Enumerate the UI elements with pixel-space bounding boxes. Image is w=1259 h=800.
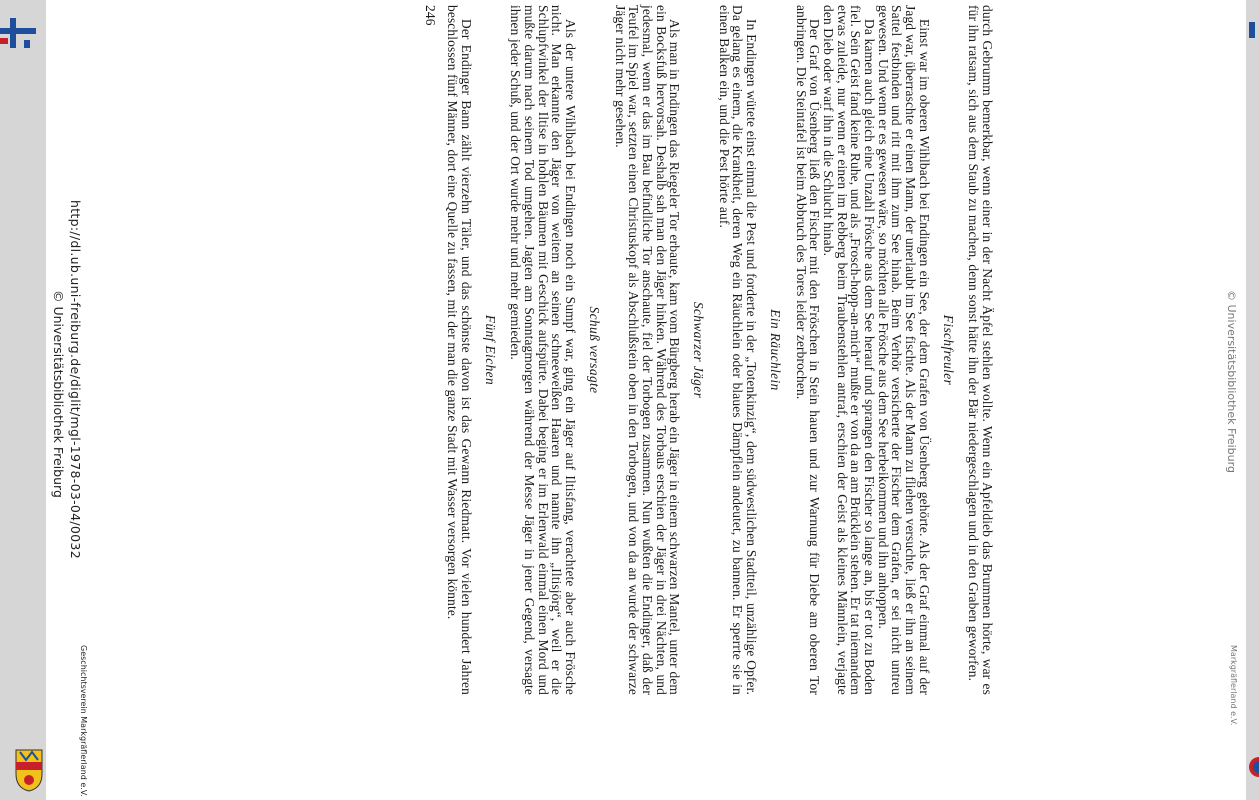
intro-paragraph: durch Gebrumm bemerkbar, wenn einer in der Nacht Äpfel stehlen wollte. Wenn ein Apfeldieb das Brummen hörte, war es für ihn ratsam, sich aus dem Staub zu machen, denn sonst hätte ihn der Bär niedergeschlagen und in den Graben geworfen.	[966, 5, 995, 695]
paragraph: Da kamen auch gleich eine Unzahl Frösche aus dem See herauf und sprangen den Fischer so lange an, bis er tot zu Boden fiel. Sein Geist fand keine Ruhe, und als „Frosch-hopp-an-mich“ mußte er von da an am Brücklein stehen. Er tat niemandem etwas zuleide, nur wenn er einen im Rebberg beim Traubenstehlen antraf, erschien der Geist als kleines Männlein, verjagte den Dieb oder warf ihn in die Schlucht hinab.	[820, 5, 878, 695]
section-title: Schuß versagte	[586, 306, 602, 394]
right-sidebar	[1246, 0, 1259, 800]
society-crest-icon	[1246, 752, 1259, 782]
paragraph: Einst war im oberen Wihlbach bei Endingen ein See, der dem Grafen von Üsenberg gehörte. Als der Graf einmal auf der Jagd war, überraschte er einen Mann, der unerlaubt im See fischte. Als der Mann zu fliehen versuchte, ließ er ihn an seinem Sattel festbinden und ritt mit ihm zum See hinab. Beim Verhör versicherte der Fischer dem Grafen, er sei nicht untreu gewesen. Und wenn er es gewesen wäre, so möchten alle Frösche aus dem See herbeikommen und ihn anhoppen.	[875, 5, 932, 695]
page-corner-label: © Universitätsbibliothek Freiburg	[1225, 290, 1238, 473]
page-corner-label-2: Markgräflerland e.V.	[1229, 645, 1238, 726]
page-marker-icon	[1249, 22, 1255, 38]
section-title: Fischfreuler	[940, 314, 956, 386]
document-page	[46, 0, 1246, 800]
rotated-page-content	[46, 0, 1246, 800]
paragraph: In Endingen wütete einst einmal die Pest und forderte in der „Totenkinzig“, dem südwestlichen Stadtteil, unzählige Opfer. Da gelang es einem, die Krankheit, deren Weg ein Räuchlein oder blaues Dämpflein andeutet, zu bannen. Er sperrte sie in einen Balken ein, und die Pest hörte auf.	[716, 5, 760, 695]
source-url[interactable]: http://dl.ub.uni-freiburg.de/diglit/mgl-1978-03-04/0032	[68, 200, 83, 559]
paragraph: Als der untere Wihlbach bei Endingen noch ein Sumpf war, ging ein Jäger auf Iltisfang, verachtete aber auch Frösche nicht. Man erkannte den Jäger von weitem an seinen schneeweißen Haaren und nannte ihn „Iltisjörg“, weil er die Schlupfwinkel der Iltise in hohlen Bäumen mit Geschick aufspürte. Dabei beging er im Erlenwald einmal einen Mord und mußte darum nach seinem Tod umgehen. Jagten am Sonntagmorgen während der Messe Jäger in jener Gegend, versagte ihnen jeder Schuß, und der Ort wurde mehr und mehr gemieden.	[508, 5, 579, 695]
paragraph: Als man in Endingen das Riegeler Tor erbaute, kam vom Bürgberg herab ein Jäger in einem schwarzen Mantel, unter dem ein Bocksfuß hervorsah. Deshalb sah man den Jäger hinken. Während des Torbaus erschien der Jäger in drei Nächten, und jedesmal, wenn er das im Bau befindliche Tor anschaute, fiel der Torbogen zusammen. Nun wußten die Endinger, daß der Teufel im Spiel war, setzten einen Christuskopf als Abschlußstein oben in den Torbogen, und von da an wurde der schwarze Jäger nicht mehr gesehen.	[612, 5, 683, 695]
society-label: Geschichtsverein Markgräflerland e.V.	[79, 645, 88, 797]
copyright-label: © Universitätsbibliothek Freiburg	[51, 290, 66, 498]
paragraph: Der Graf von Üsenberg ließ den Fischer mit den Fröschen in Stein hauen und zur Warnung für Diebe am oberen Tor anbringen. Die Steintafel ist beim Abbruch des Tores leider zerbrochen.	[793, 5, 823, 695]
section-title: Schwarzer Jäger	[691, 301, 707, 399]
left-sidebar	[0, 0, 46, 800]
section-title: Fünf Eichen	[482, 314, 498, 386]
page-number: 246	[423, 5, 439, 26]
paragraph: Der Endinger Bann zählt vierzehn Täler, und das schönste davon ist das Gewann Riedmatt. Vor vielen hundert Jahren beschlossen fünf Männer, dort eine Quelle zu fassen, mit der man die ganze Stadt mit Wasser versorgen könnte.	[445, 5, 474, 695]
society-crest-icon	[14, 748, 44, 792]
section-title: Ein Räuchlein	[767, 309, 783, 391]
article-text	[424, 5, 994, 695]
ub-freiburg-logo-icon	[0, 18, 46, 48]
